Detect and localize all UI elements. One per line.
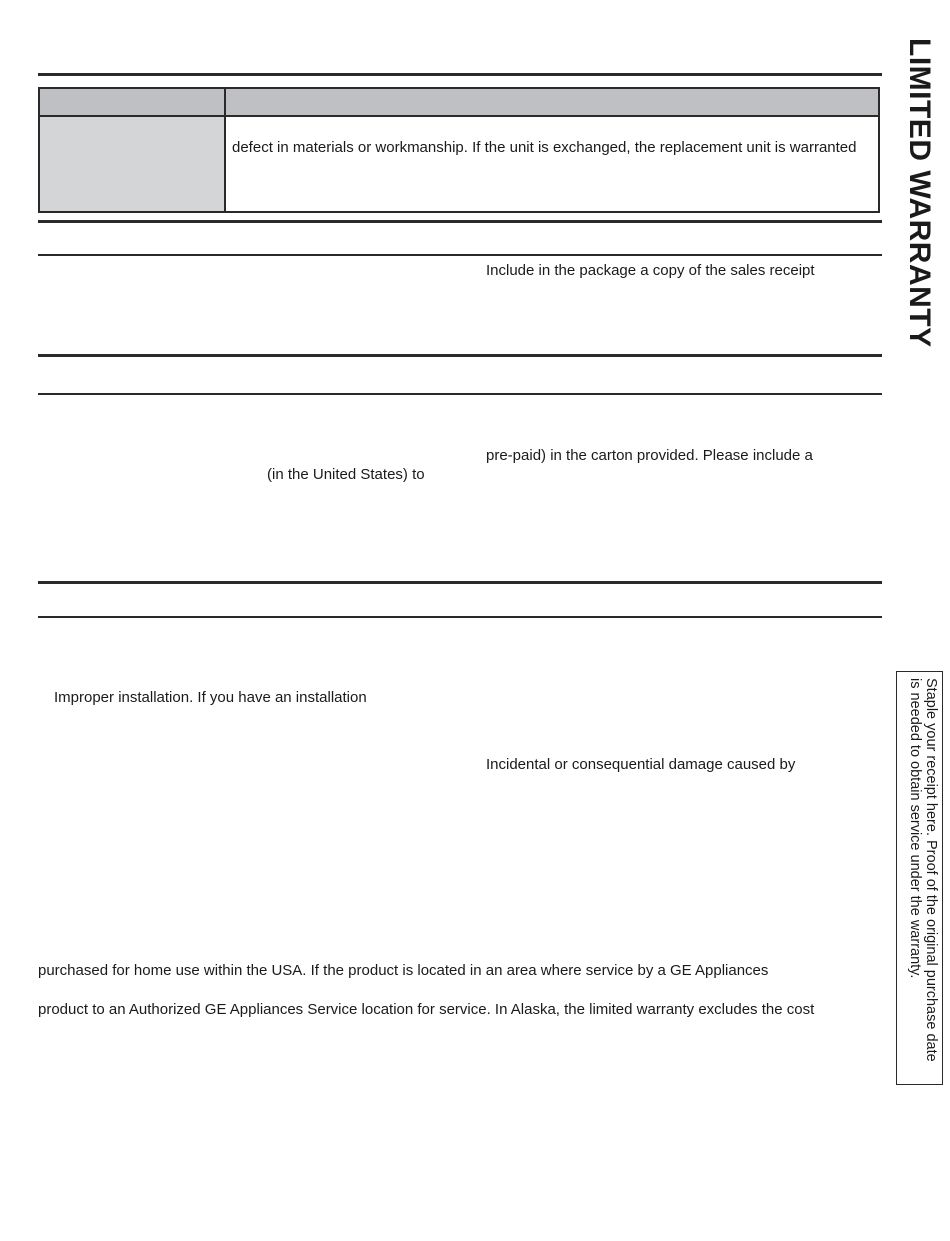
exclusion-incidental: Incidental or consequential damage caused by — [486, 756, 796, 773]
service-receipt-line: Include in the package a copy of the sales receipt — [486, 262, 815, 279]
table-cell-period — [40, 117, 226, 211]
warranty-table — [38, 87, 880, 213]
side-title: LIMITED WARRANTY — [903, 38, 936, 348]
receipt-note-line-1: Staple your receipt here. Proof of the original purchase date — [923, 678, 939, 1062]
table-header-coverage — [226, 89, 878, 117]
table-cell-coverage — [226, 117, 878, 211]
section-rule-2 — [38, 354, 882, 357]
section-rule-3 — [38, 581, 882, 584]
shipping-left-line: (in the United States) to — [267, 466, 425, 483]
section-subrule-3 — [38, 616, 882, 618]
receipt-note — [907, 678, 939, 1062]
shipping-right-line: pre-paid) in the carton provided. Please include a — [486, 447, 813, 464]
coverage-usa-line: purchased for home use within the USA. If the product is located in an area where service by a GE Appliances — [38, 962, 769, 979]
section-subrule-1 — [38, 254, 882, 256]
top-rule — [38, 73, 882, 76]
coverage-text: defect in materials or workmanship. If the unit is exchanged, the replacement unit is warranted — [232, 139, 857, 156]
table-header-period — [40, 89, 226, 117]
section-subrule-2 — [38, 393, 882, 395]
receipt-note-line-2: is needed to obtain service under the warranty. — [907, 678, 923, 979]
exclusion-installation: Improper installation. If you have an installation — [54, 689, 367, 706]
coverage-alaska-line: product to an Authorized GE Appliances Service location for service. In Alaska, the limited warranty excludes the cost — [38, 1001, 815, 1018]
section-rule-1 — [38, 220, 882, 223]
